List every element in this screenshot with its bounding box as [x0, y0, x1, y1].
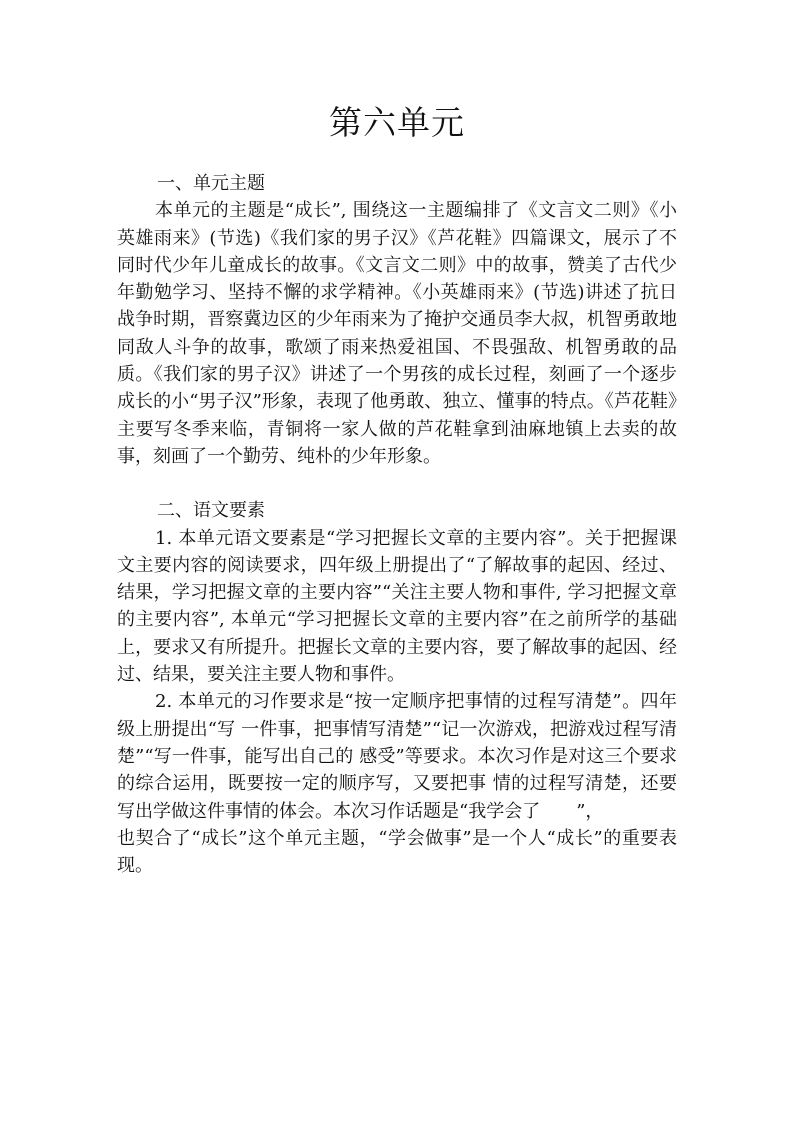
section-heading-theme: 一、单元主题	[157, 173, 265, 194]
paragraph-theme-summary: 本单元的主题是“成长”, 围绕这一主题编排了《文言文二则》《小英雄雨来》(节选)《我们家的男子汉》《芦花鞋》四篇课文，展示了不同时代少年儿童成长的故事。《文言文二则》中的故事，赞美了古代少年勤勉学习、坚持不懈的求学精神。《小英雄雨来》(节选)讲述了抗日战争时期，晋察冀边区的少年雨来为了掩护交通员李大叔，机智勇敢地同敌人斗争的故事，歌颂了雨来热爱祖国、不畏强敌、机智勇敢的品质。《我们家的男子汉》讲述了一个男孩的成长过程，刻画了一个逐步成长的小“男子汉”形象，表现了他勇敢、独立、懂事的特点。《芦花鞋》主要写冬季来临，青铜将一家人做的芦花鞋拿到油麻地镇上去卖的故事，刻画了一个勤劳、纯朴的少年形象。	[117, 200, 677, 467]
page-title: 第六单元	[329, 103, 465, 142]
paragraph-continuation: 也契合了“成长”这个单元主题，“学会做事”是一个人“成长”的重要表现。	[117, 827, 677, 877]
paragraph-reading-requirement: 1. 本单元语文要素是“学习把握长文章的主要内容”。关于把握课文主要内容的阅读要求，四年级上册提出了“了解故事的起因、经过、结果，学习把握文章的主要内容”“关注主要人物和事件, 学习把握文章的主要内容”, 本单元“学习把握长文章的主要内容”在之前所学的基础上，要求又有所提升。把握长文章的主要内容，要了解故事的起因、经过、结果，要关注主要人物和事件。	[117, 527, 677, 686]
section-heading-language-elements: 二、语文要素	[157, 500, 265, 522]
paragraph-writing-requirement: 2. 本单元的习作要求是“按一定顺序把事情的过程写清楚”。四年级上册提出“写 一件事，把事情写清楚”“记一次游戏，把游戏过程写清楚”“写一件事，能写出自己的 感受”等要求。本次习作是对这三个要求的综合运用，既要按一定的顺序写，又要把事 情的过程写清楚，还要写出学做这件事情的体会。本次习作话题是“我学会了 ”，	[117, 691, 677, 822]
document-body	[117, 170, 677, 879]
section-gap	[117, 470, 677, 497]
